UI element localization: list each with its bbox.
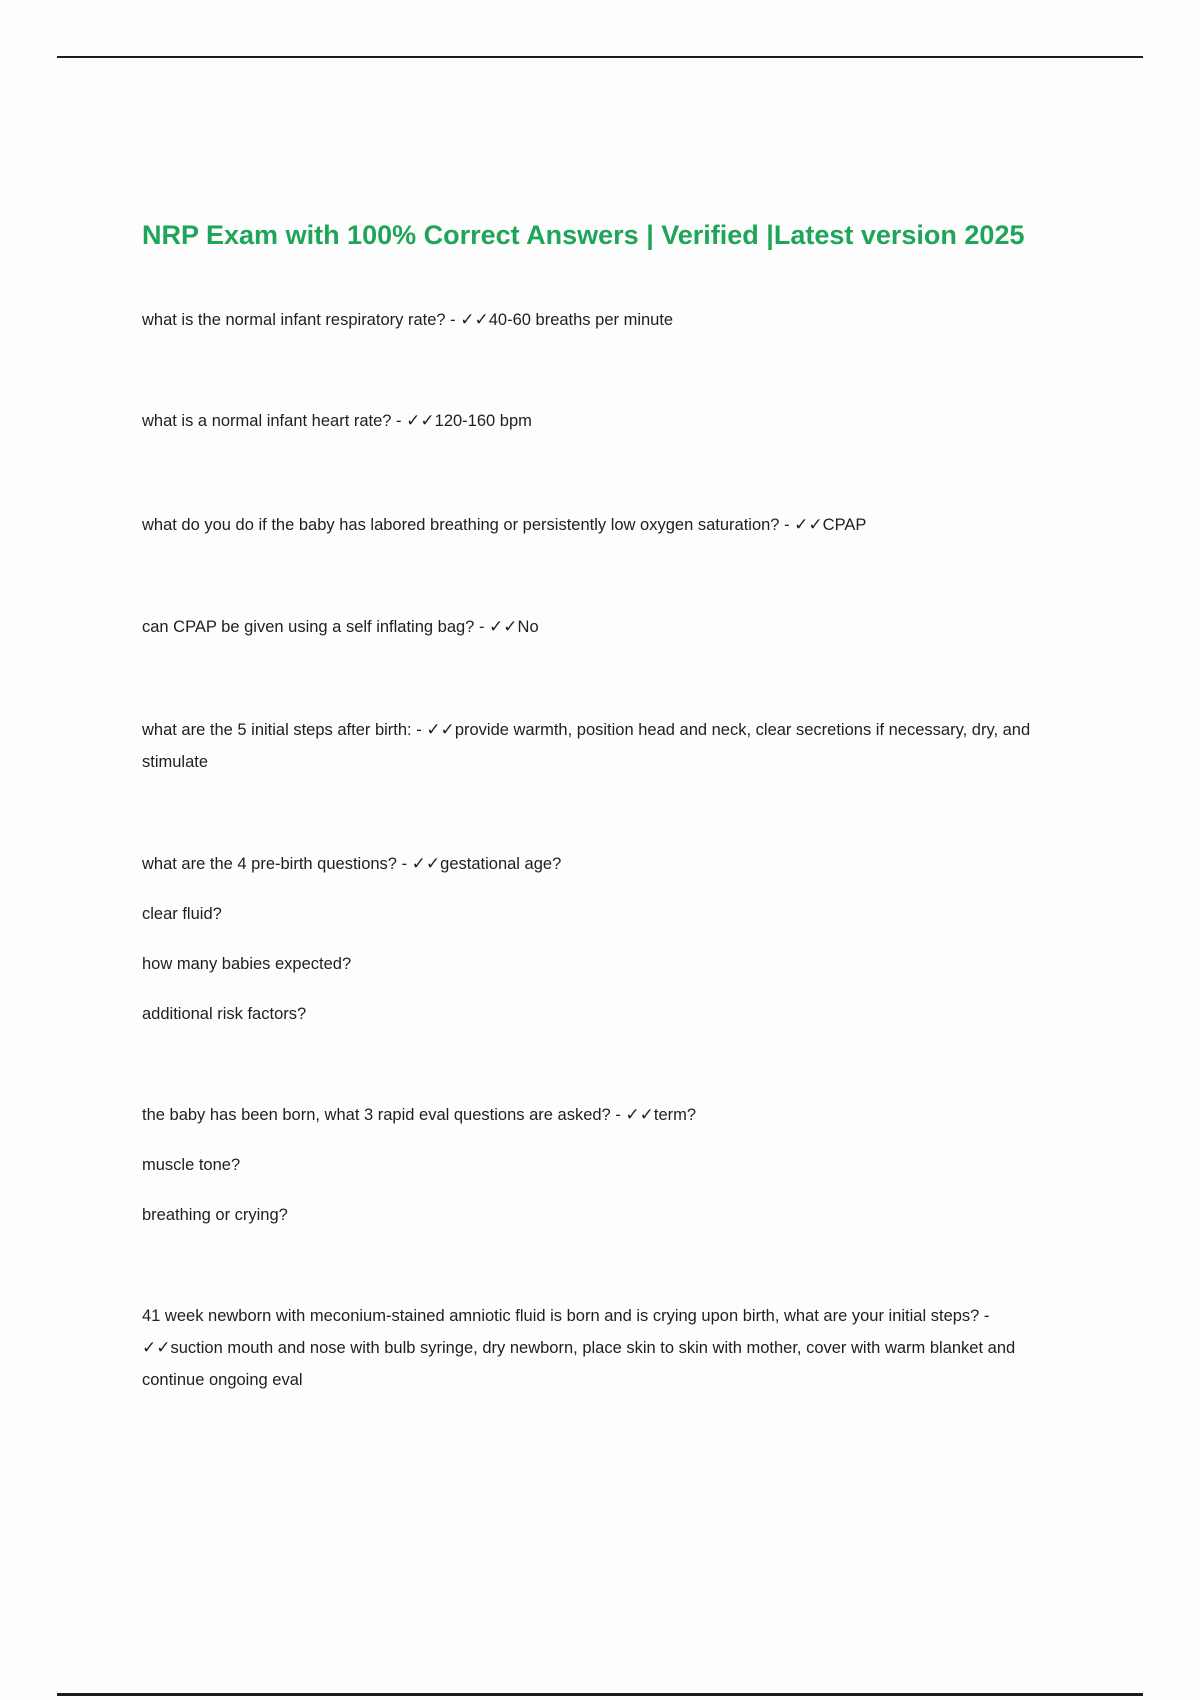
question-text: what are the 5 initial steps after birth: -: [142, 721, 427, 739]
double-check-icon: ✓✓: [426, 720, 455, 740]
question-text: what are the 4 pre-birth questions? -: [142, 855, 412, 873]
double-check-icon: ✓✓: [406, 411, 435, 431]
question-text: 41 week newborn with meconium-stained amniotic fluid is born and is crying upon birth, what are your initial steps? -: [142, 1307, 990, 1325]
double-check-icon: ✓✓: [460, 310, 489, 330]
answer-continuation: muscle tone?: [142, 1156, 241, 1174]
answer-continuation: additional risk factors?: [142, 1005, 307, 1023]
qa-item-meconium-newborn: [142, 1300, 1072, 1396]
qa-item-pre-birth-questions: [142, 848, 1072, 1030]
answer-text: term?: [653, 1106, 697, 1124]
qa-item-cpap-bag: [142, 611, 1072, 643]
question-text: the baby has been born, what 3 rapid eval questions are asked? -: [142, 1106, 626, 1124]
double-check-icon: ✓✓: [142, 1338, 171, 1358]
qa-line: [142, 1300, 1072, 1396]
answer-text: No: [517, 618, 539, 636]
answer-text: 120-160 bpm: [434, 412, 532, 430]
answer-text: CPAP: [822, 516, 867, 534]
qa-line: [142, 848, 1072, 880]
qa-line: [142, 405, 1072, 437]
document-title: NRP Exam with 100% Correct Answers | Verified |Latest version 2025: [142, 220, 1025, 250]
question-text: what is the normal infant respiratory rate? -: [142, 311, 461, 329]
answer-text: 40-60 breaths per minute: [488, 311, 674, 329]
qa-item-heart-rate: [142, 405, 1072, 437]
question-text: what is a normal infant heart rate? -: [142, 412, 407, 430]
double-check-icon: ✓✓: [489, 617, 518, 637]
qa-item-labored-breathing: [142, 509, 1072, 541]
qa-line: [142, 509, 1072, 541]
qa-item-rapid-eval: [142, 1099, 1072, 1231]
answer-continuation: clear fluid?: [142, 905, 222, 923]
answer-text: provide warmth, position head and neck, clear secretions if necessary, dry, and stimulate: [142, 721, 1031, 771]
double-check-icon: ✓✓: [625, 1105, 654, 1125]
question-text: what do you do if the baby has labored breathing or persistently low oxygen saturation? -: [142, 516, 795, 534]
qa-item-initial-steps: [142, 714, 1072, 778]
qa-line: [142, 714, 1072, 778]
footer-rule: [57, 1693, 1143, 1696]
answer-continuation: how many babies expected?: [142, 955, 352, 973]
answer-text: gestational age?: [440, 855, 562, 873]
answer-text: suction mouth and nose with bulb syringe, dry newborn, place skin to skin with mother, cover with warm blanket and continue ongoing eval: [142, 1339, 1016, 1389]
answer-continuation: breathing or crying?: [142, 1206, 288, 1224]
qa-line: [142, 304, 1072, 336]
qa-item-respiratory-rate: [142, 304, 1072, 336]
header-rule: [57, 56, 1143, 58]
double-check-icon: ✓✓: [794, 515, 823, 535]
question-text: can CPAP be given using a self inflating bag? -: [142, 618, 490, 636]
qa-line: [142, 1099, 1072, 1131]
double-check-icon: ✓✓: [411, 854, 441, 874]
qa-line: [142, 611, 1072, 643]
